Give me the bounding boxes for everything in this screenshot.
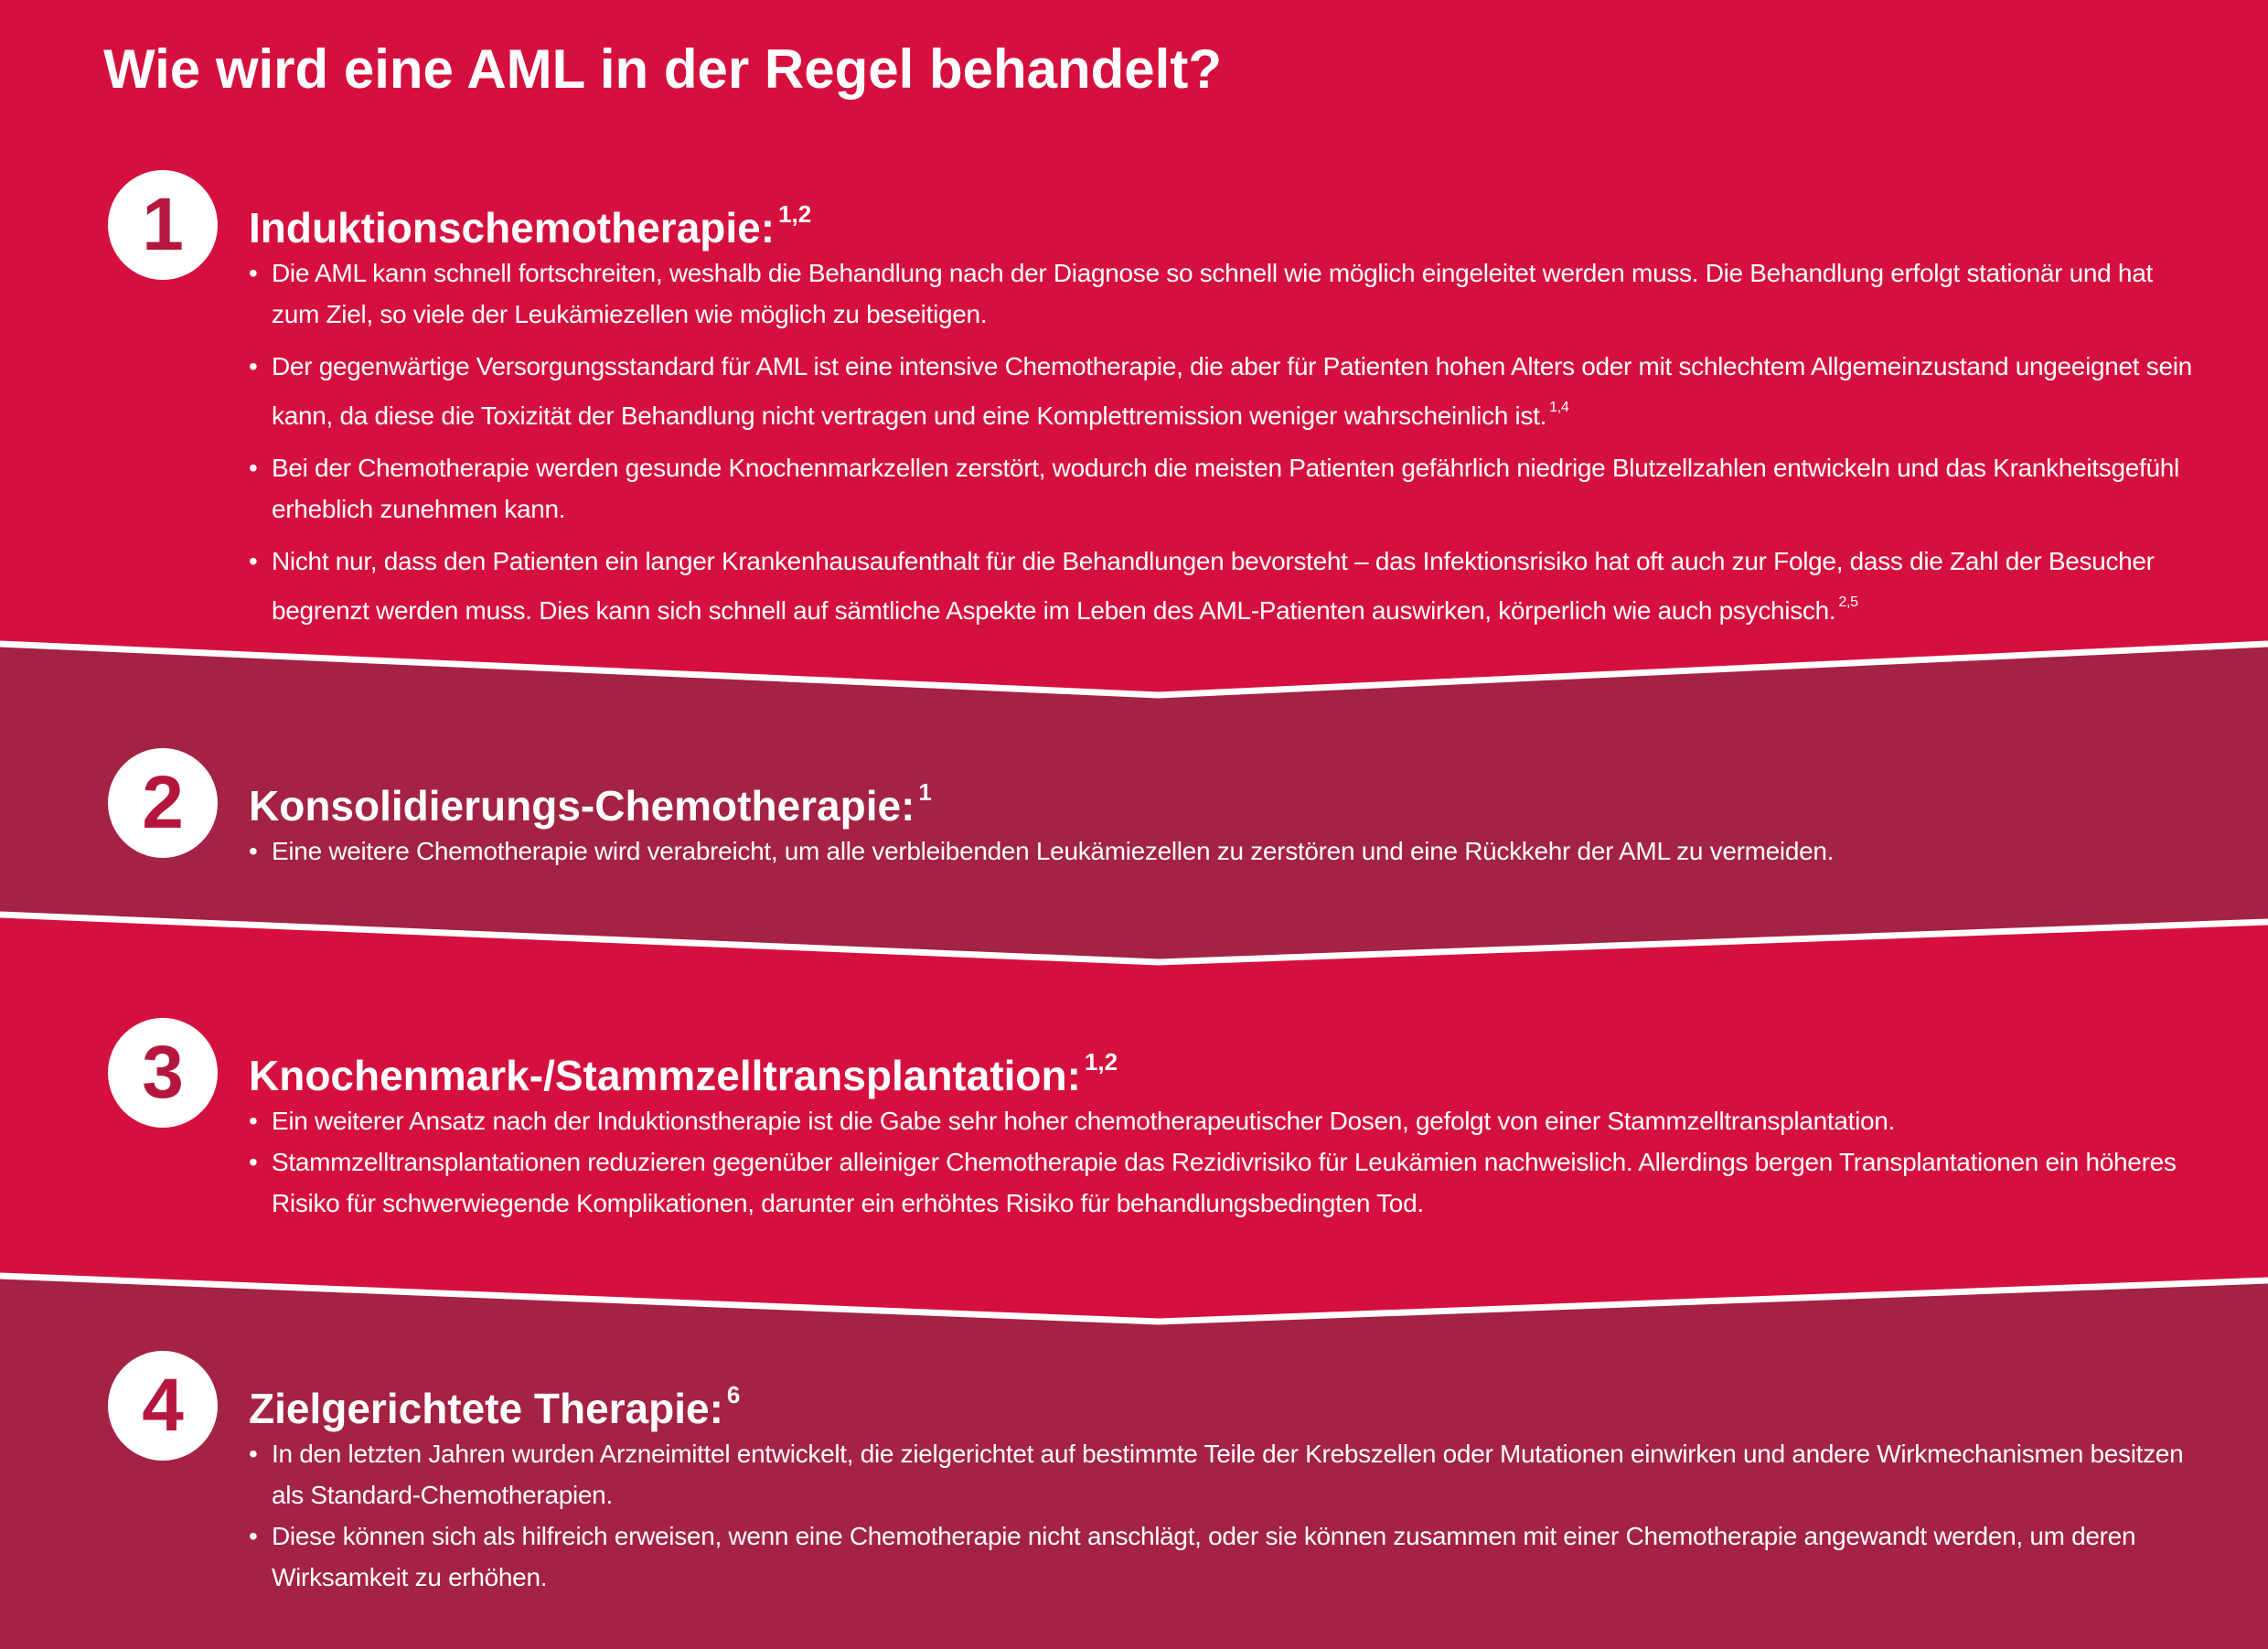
bullet-text: Der gegenwärtige Versorgungsstandard für AML ist eine intensive Chemotherapie, die aber für Patienten hohen Alters oder mit schlechtem Allgemeinzustand ungeeignet sein kann, da diese die Toxizität der Behandlung nicht vertragen und eine Komplettremission weniger wahrscheinlich ist. — [272, 352, 2192, 430]
reference-superscript: 2,5 — [1838, 594, 1858, 610]
step-number-badge: 1 — [108, 170, 218, 280]
step-heading — [249, 765, 932, 833]
bullet-item — [249, 447, 2197, 530]
step-heading — [249, 1034, 1118, 1103]
reference-superscript: 1 — [918, 778, 932, 806]
bullet-list — [249, 830, 2197, 872]
bullet-item — [249, 346, 2197, 436]
bullet-text: Ein weiterer Ansatz nach der Induktionstherapie ist die Gabe sehr hoher chemotherapeutischer Dosen, gefolgt von einer Stammzelltransplantation. — [272, 1107, 1896, 1135]
reference-superscript: 1,2 — [778, 200, 812, 228]
step-number-badge: 3 — [108, 1018, 218, 1128]
reference-superscript: 6 — [726, 1381, 741, 1408]
bullet-item — [249, 252, 2197, 335]
bullet-list — [249, 252, 2197, 631]
step-heading-text: Konsolidierungs-Chemotherapie: — [249, 782, 915, 830]
page-title: Wie wird eine AML in der Regel behandelt? — [103, 38, 1222, 100]
step-heading-text: Zielgerichtete Therapie: — [249, 1385, 723, 1432]
reference-superscript: 1,4 — [1549, 400, 1569, 415]
step-number-badge: 4 — [108, 1351, 218, 1461]
step-heading-text: Knochenmark-/Stammzelltransplantation: — [249, 1052, 1081, 1099]
bullet-item — [249, 1433, 2197, 1515]
bullet-item — [249, 1515, 2197, 1598]
bullet-list — [249, 1433, 2197, 1598]
bullet-item — [249, 830, 2197, 872]
bullet-list — [249, 1100, 2197, 1224]
bullet-text: Diese können sich als hilfreich erweisen, wenn eine Chemotherapie nicht anschlägt, oder sie können zusammen mit einer Chemotherapie angewandt werden, um deren Wirksamkeit zu erhöhen. — [272, 1522, 2136, 1591]
bullet-text: In den letzten Jahren wurden Arzneimittel entwickelt, die zielgerichtet auf bestimmte Teile der Krebszellen oder Mutationen einwirken und andere Wirkmechanismen besitzen als Standard-Chemotherapien. — [272, 1440, 2184, 1509]
bullet-item — [249, 1100, 2197, 1141]
step-heading — [249, 187, 811, 255]
step-heading-text: Induktionschemotherapie: — [249, 204, 776, 252]
step-heading — [249, 1367, 740, 1436]
bullet-text: Bei der Chemotherapie werden gesunde Knochenmarkzellen zerstört, wodurch die meisten Patienten gefährlich niedrige Blutzellzahlen entwickeln und das Krankheitsgefühl erheblich zunehmen kann. — [272, 454, 2179, 523]
bullet-text: Die AML kann schnell fortschreiten, weshalb die Behandlung nach der Diagnose so schnell wie möglich eingeleitet werden muss. Die Behandlung erfolgt stationär und hat zum Ziel, so viele der Leukämiezellen wie möglich zu beseitigen. — [272, 259, 2153, 328]
step-number-badge: 2 — [108, 748, 218, 858]
bullet-text: Nicht nur, dass den Patienten ein langer Krankenhausaufenthalt für die Behandlungen bevorsteht – das Infektionsrisiko hat oft auch zur Folge, dass die Zahl der Besucher begrenzt werden muss. Dies kann sich schnell auf sämtliche Aspekte im Leben des AML-Patienten auswirken, körperlich wie auch psychisch. — [272, 547, 2155, 625]
bullet-text: Eine weitere Chemotherapie wird verabreicht, um alle verbleibenden Leukämiezellen zu zerstören und eine Rückkehr der AML zu vermeiden. — [272, 837, 1835, 865]
bullet-text: Stammzelltransplantationen reduzieren gegenüber alleiniger Chemotherapie das Rezidivrisiko für Leukämien nachweislich. Allerdings bergen Transplantationen ein höheres Risiko für schwerwiegende Komplikationen, darunter ein erhöhtes Risiko für behandlungsbedingten Tod. — [272, 1148, 2177, 1217]
bullet-item — [249, 1141, 2197, 1224]
bullet-item — [249, 541, 2197, 631]
reference-superscript: 1,2 — [1084, 1048, 1118, 1076]
